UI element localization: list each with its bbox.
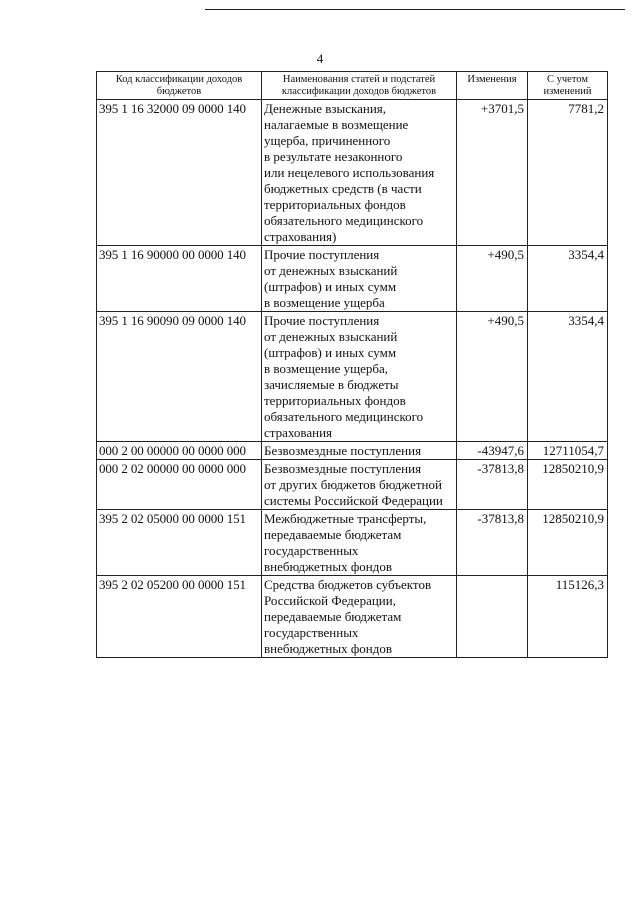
table-row bbox=[97, 312, 608, 442]
row-code: 395 1 16 90090 09 0000 140 bbox=[97, 312, 262, 442]
table-row bbox=[97, 510, 608, 576]
row-total: 3354,4 bbox=[528, 246, 608, 312]
table-row bbox=[97, 246, 608, 312]
row-total: 12711054,7 bbox=[528, 442, 608, 460]
row-code: 000 2 02 00000 00 0000 000 bbox=[97, 460, 262, 510]
header-change: Изменения bbox=[457, 72, 528, 100]
row-change: -37813,8 bbox=[457, 460, 528, 510]
row-change: -43947,6 bbox=[457, 442, 528, 460]
row-name: Межбюджетные трансферты, передаваемые бюджетам государственных внебюджетных фондов bbox=[262, 510, 457, 576]
row-code: 395 1 16 32000 09 0000 140 bbox=[97, 100, 262, 246]
row-change: +490,5 bbox=[457, 246, 528, 312]
row-total: 12850210,9 bbox=[528, 460, 608, 510]
row-change bbox=[457, 576, 528, 658]
header-name: Наименования статей и подстатей классификации доходов бюджетов bbox=[262, 72, 457, 100]
row-name: Прочие поступления от денежных взысканий (штрафов) и иных сумм в возмещение ущерба, зачисляемые в бюджеты территориальных фондов обязательного медицинского страхования bbox=[262, 312, 457, 442]
page-number: 4 bbox=[316, 51, 324, 66]
row-change: +3701,5 bbox=[457, 100, 528, 246]
row-total: 12850210,9 bbox=[528, 510, 608, 576]
row-total: 3354,4 bbox=[528, 312, 608, 442]
row-name: Денежные взыскания, налагаемые в возмещение ущерба, причиненного в результате незаконного или нецелевого использования бюджетных средств (в части территориальных фондов обязательного медицинского страхования) bbox=[262, 100, 457, 246]
row-name: Средства бюджетов субъектов Российской Федерации, передаваемые бюджетам государственных внебюджетных фондов bbox=[262, 576, 457, 658]
row-name: Прочие поступления от денежных взысканий (штрафов) и иных сумм в возмещение ущерба bbox=[262, 246, 457, 312]
row-code: 395 2 02 05200 00 0000 151 bbox=[97, 576, 262, 658]
table-row bbox=[97, 442, 608, 460]
row-name: Безвозмездные поступления от других бюджетов бюджетной системы Российской Федерации bbox=[262, 460, 457, 510]
row-code: 395 1 16 90000 00 0000 140 bbox=[97, 246, 262, 312]
table-row bbox=[97, 460, 608, 510]
row-code: 000 2 00 00000 00 0000 000 bbox=[97, 442, 262, 460]
table-header-row bbox=[97, 72, 608, 100]
row-change: +490,5 bbox=[457, 312, 528, 442]
header-code: Код классификации доходов бюджетов bbox=[97, 72, 262, 100]
header-total: С учетом изменений bbox=[528, 72, 608, 100]
budget-revenue-table bbox=[96, 71, 608, 658]
table-row bbox=[97, 100, 608, 246]
row-total: 7781,2 bbox=[528, 100, 608, 246]
row-code: 395 2 02 05000 00 0000 151 bbox=[97, 510, 262, 576]
row-name: Безвозмездные поступления bbox=[262, 442, 457, 460]
table-row bbox=[97, 576, 608, 658]
row-total: 115126,3 bbox=[528, 576, 608, 658]
row-change: -37813,8 bbox=[457, 510, 528, 576]
top-rule bbox=[205, 9, 625, 10]
